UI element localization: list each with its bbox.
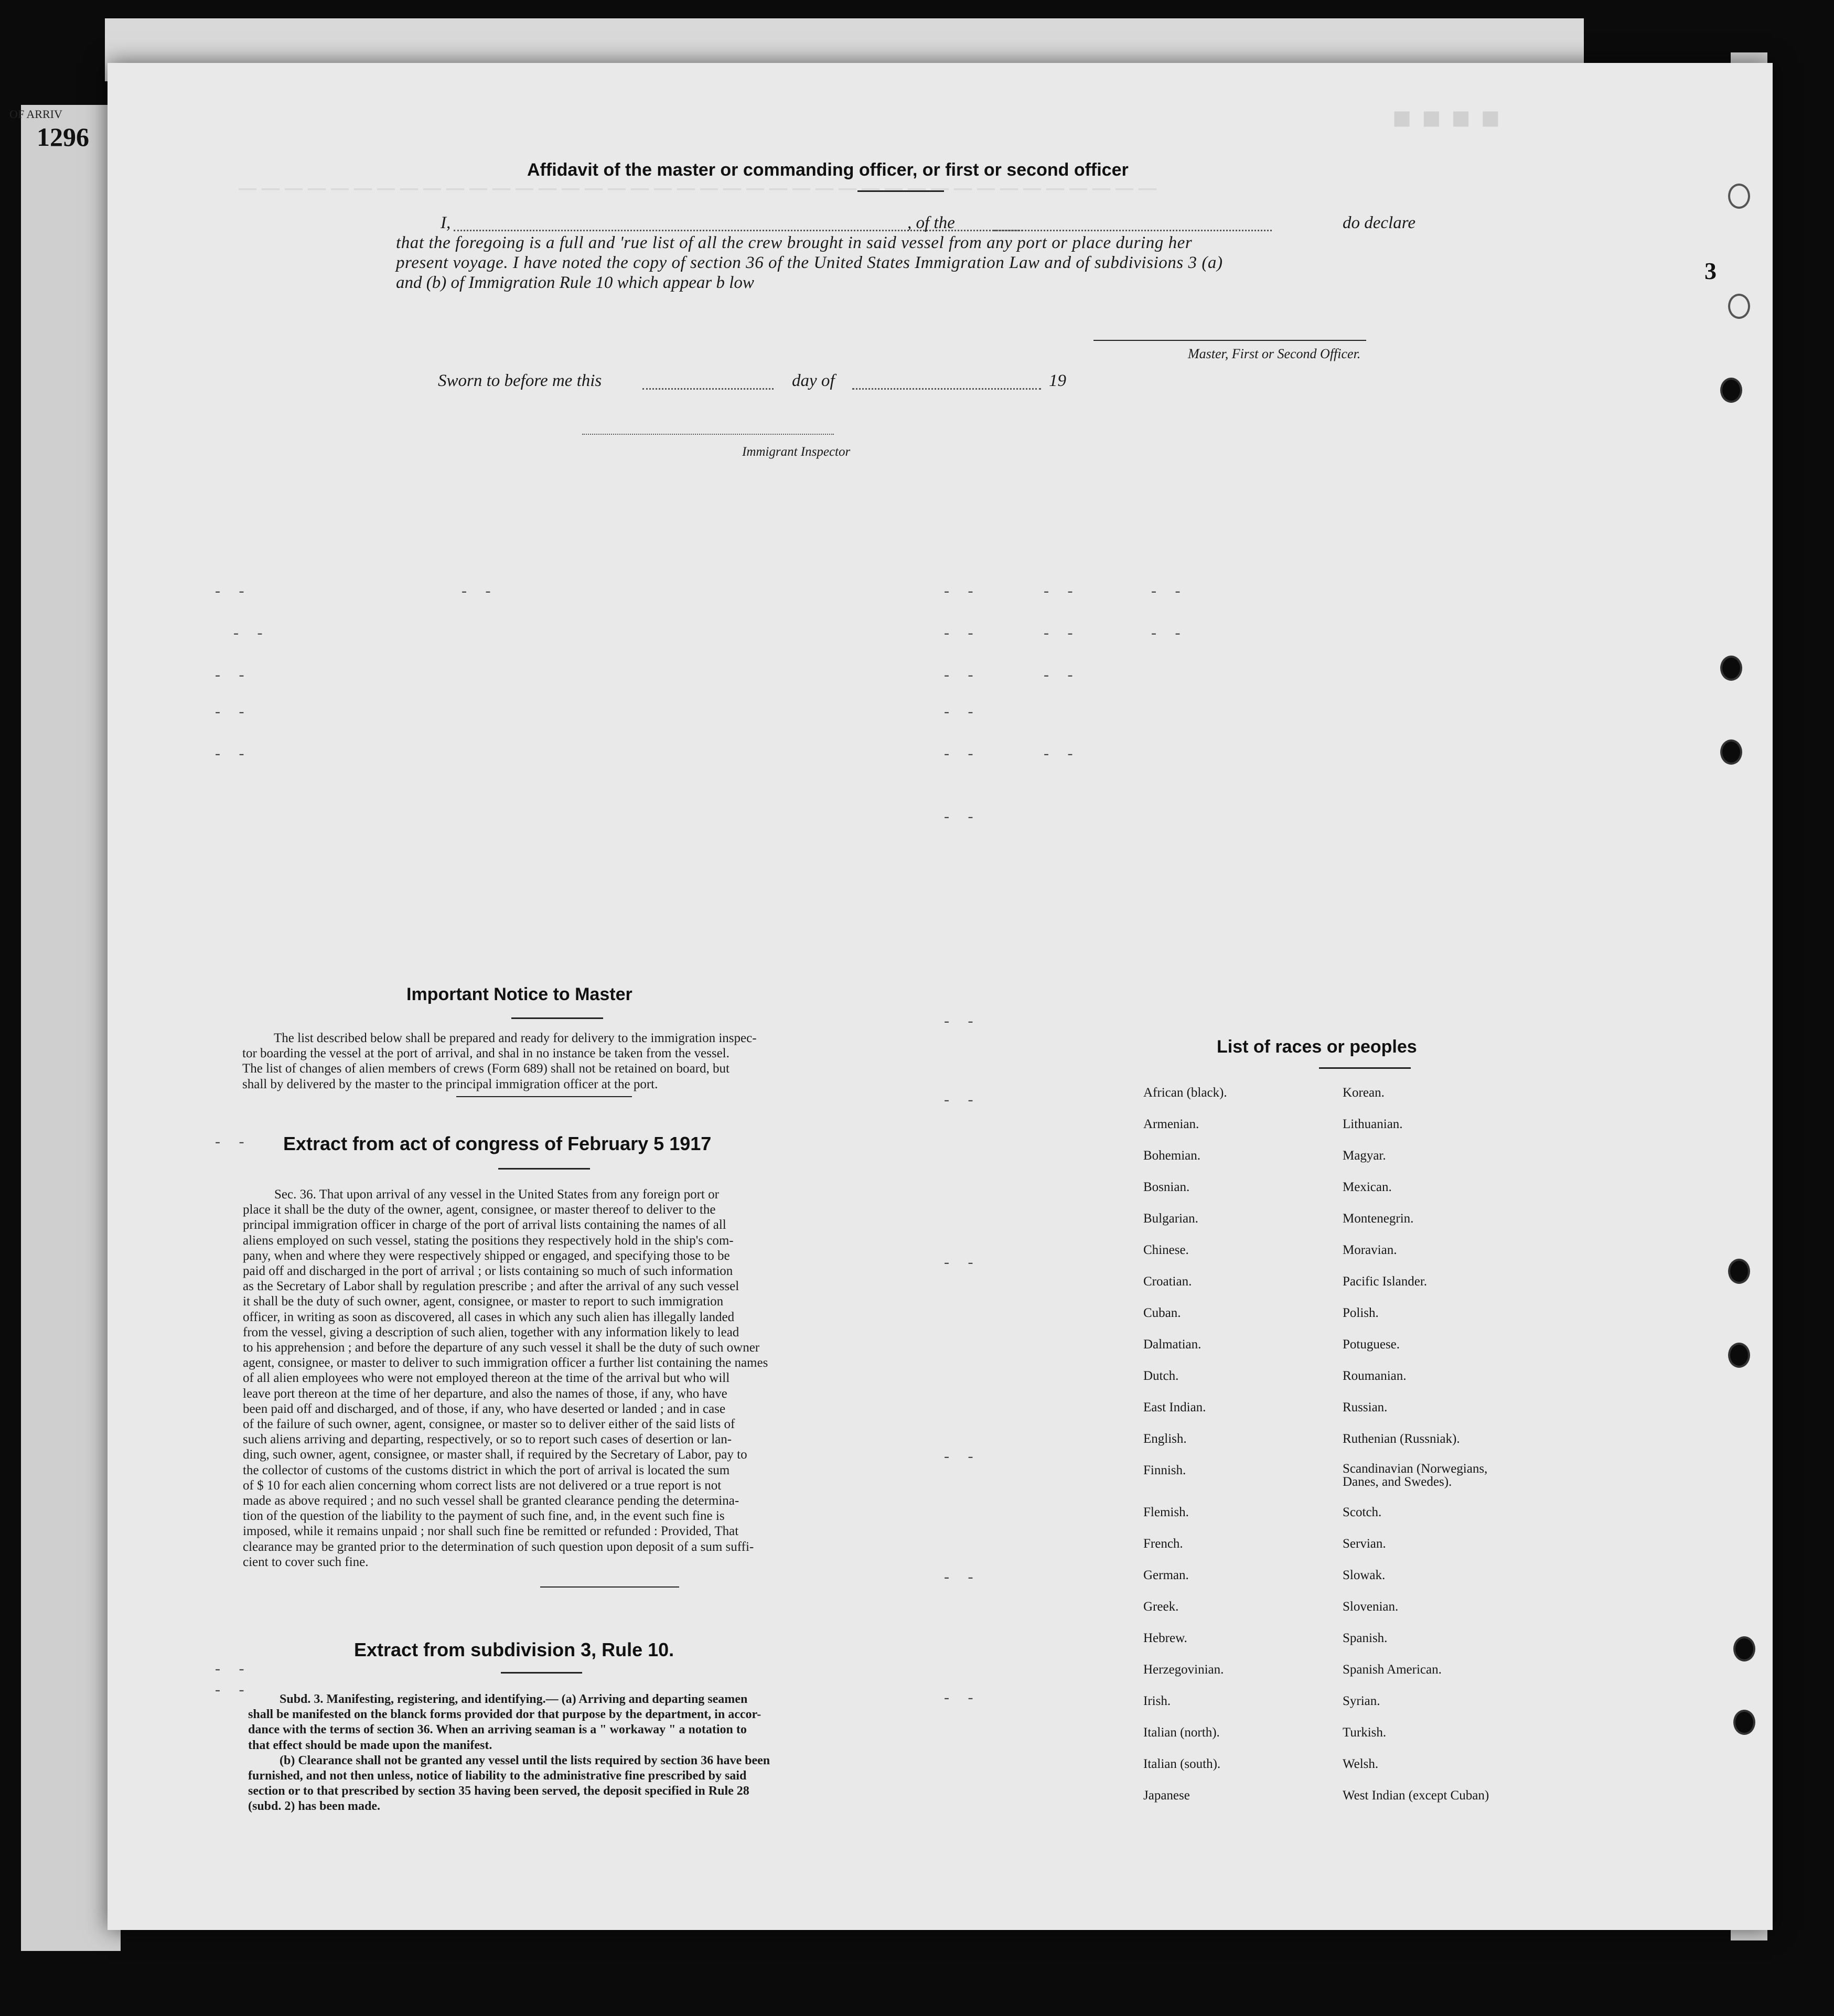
act-line: paid off and discharged in the port of arrival ; or lists containing so much of such information xyxy=(243,1264,733,1279)
row-dashes: - - xyxy=(1044,624,1080,641)
affidavit-i: I, xyxy=(441,213,451,232)
row-dashes: - - xyxy=(462,582,498,599)
row-dashes: - - xyxy=(944,808,981,825)
act-line: of all alien employees who were not employed thereon at the time of the arrival but who will xyxy=(243,1371,730,1386)
row-dashes: - - xyxy=(215,745,252,762)
act-title-rule xyxy=(498,1168,590,1170)
notice-line: tor boarding the vessel at the port of arrival, and shal in no instance be taken from the vessel. xyxy=(242,1046,730,1061)
binder-hole xyxy=(1733,1636,1755,1661)
act-line: principal immigration officer in charge of the port of arrival lists containing the names of all xyxy=(243,1218,726,1232)
affidavit-title-rule xyxy=(857,190,944,192)
race-left: German. xyxy=(1143,1568,1189,1582)
act-line: it shall be the duty of such owner, agent, consignee, or master to report to such immigration xyxy=(243,1294,724,1309)
row-dashes: - - xyxy=(944,1091,981,1108)
race-right: Lithuanian. xyxy=(1343,1117,1403,1131)
race-right: Scotch. xyxy=(1343,1505,1382,1519)
show-through-subheading: ———————————————————————————————————————— xyxy=(239,178,1162,198)
affidavit-title: Affidavit of the master or commanding officer, or first or second officer xyxy=(527,160,1129,180)
race-right: Polish. xyxy=(1343,1306,1379,1320)
margin-mark: 3 xyxy=(1704,258,1717,284)
act-line: such aliens arriving and departing, respectively, or so to report such cases of desertion or lan- xyxy=(243,1432,732,1447)
race-right: Welsh. xyxy=(1343,1757,1379,1771)
row-dashes: - - xyxy=(215,1133,252,1150)
race-left: Bohemian. xyxy=(1143,1149,1201,1163)
race-left: Hebrew. xyxy=(1143,1631,1187,1645)
race-right: Moravian. xyxy=(1343,1243,1397,1257)
act-line: been paid off and discharged, and of those, if any, who have deserted or landed ; and in case xyxy=(243,1401,726,1416)
row-dashes: - - xyxy=(215,1660,252,1677)
sworn-text: Sworn to before me this xyxy=(438,371,602,390)
races-title: List of races or peoples xyxy=(1217,1037,1417,1057)
row-dashes: - - xyxy=(215,703,252,720)
race-right: Mexican. xyxy=(1343,1180,1392,1194)
back-sheet-edge xyxy=(21,105,121,1951)
row-dashes: - - xyxy=(1044,745,1080,762)
race-right: Montenegrin. xyxy=(1343,1211,1414,1226)
race-right: Turkish. xyxy=(1343,1725,1387,1740)
affidavit-do-declare: do declare xyxy=(1343,213,1415,232)
act-line: imposed, while it remains unpaid ; nor shall such fine be remitted or refunded : Provided, That xyxy=(243,1524,739,1539)
manifest-page xyxy=(108,63,1773,1930)
races-title-rule xyxy=(1319,1067,1411,1069)
act-title: Extract from act of congress of February 5 1917 xyxy=(283,1133,712,1154)
rule-line: Subd. 3. Manifesting, registering, and identifying.— (a) Arriving and departing seamen xyxy=(280,1692,748,1706)
act-line: ding, such owner, agent, consignee, or master shall, if required by the Secretary of Labor, pay to xyxy=(243,1447,747,1462)
race-right: Ruthenian (Russniak). xyxy=(1343,1432,1460,1446)
race-left: Italian (north). xyxy=(1143,1725,1220,1740)
race-left: Bosnian. xyxy=(1143,1180,1190,1194)
race-right: Russian. xyxy=(1343,1400,1388,1414)
rule-line: (subd. 2) has been made. xyxy=(248,1799,381,1814)
inspector-caption: Immigrant Inspector xyxy=(742,445,851,459)
rule-line: dance with the terms of section 36. When an arriving seaman is a " workaway " a notation to xyxy=(248,1723,747,1737)
act-line: of $ 10 for each alien concerning whom correct lists are not delivered or a true report is not xyxy=(243,1478,722,1493)
act-line: aliens employed on such vessel, stating the positions they respectively hold in the ship's com- xyxy=(243,1233,734,1248)
race-left: English. xyxy=(1143,1432,1187,1446)
affidavit-line-3: present voyage. I have noted the copy of section 36 of the United States Immigration Law and of subdivisions 3 (a) xyxy=(396,253,1223,272)
inspector-signature-line xyxy=(582,434,834,435)
row-dashes: - - xyxy=(944,745,981,762)
binder-hole xyxy=(1720,378,1742,403)
binder-hole xyxy=(1728,184,1750,209)
rule-line: that effect should be made upon the manifest. xyxy=(248,1738,492,1752)
signature-line xyxy=(1093,340,1366,341)
race-left: Chinese. xyxy=(1143,1243,1189,1257)
act-line: tion of the question of the liability to the payment of such fine, and, in the event such fine is xyxy=(243,1509,725,1524)
notice-line: shall by delivered by the master to the principal immigration officer at the port. xyxy=(242,1077,658,1091)
race-left: Flemish. xyxy=(1143,1505,1189,1519)
act-line: agent, consignee, or master to deliver to such immigration officer a further list containing the names xyxy=(243,1356,768,1370)
rule-text xyxy=(248,1692,964,1815)
race-right: Servian. xyxy=(1343,1537,1386,1551)
race-right: Roumanian. xyxy=(1343,1369,1407,1383)
act-line: made as above required ; and no such vessel shall be granted clearance pending the determina- xyxy=(243,1494,739,1508)
binder-hole xyxy=(1733,1710,1755,1735)
race-right: Potuguese. xyxy=(1343,1337,1400,1352)
vessel-blank xyxy=(994,230,1272,231)
act-line: cient to cover such fine. xyxy=(243,1554,369,1569)
rule-line: shall be manifested on the blanck forms provided dor that purpose by the department, in accor- xyxy=(248,1708,762,1722)
row-dashes: - - xyxy=(944,582,981,599)
binder-hole xyxy=(1728,1259,1750,1284)
race-left: Herzegovinian. xyxy=(1143,1663,1224,1677)
race-right: Syrian. xyxy=(1343,1694,1380,1708)
race-left: East Indian. xyxy=(1143,1400,1206,1414)
race-right: Magyar. xyxy=(1343,1149,1386,1163)
race-left: Italian (south). xyxy=(1143,1757,1221,1771)
act-line: place it shall be the duty of the owner, agent, consignee, or master thereof to deliver to the xyxy=(243,1203,716,1217)
race-left: African (black). xyxy=(1143,1086,1227,1100)
rule-line: section or to that prescribed by section 35 having been served, the deposit specified in Rule 28 xyxy=(248,1784,749,1798)
signature-caption: Master, First or Second Officer. xyxy=(1188,346,1361,361)
rule-title: Extract from subdivision 3, Rule 10. xyxy=(354,1639,674,1660)
act-line: to his apprehension ; and before the departure of any such vessel it shall be the duty of such owner xyxy=(243,1341,760,1355)
race-left: Dalmatian. xyxy=(1143,1337,1202,1352)
sworn-year: 19 xyxy=(1049,371,1066,390)
act-line: the collector of customs of the customs district in which the port of arrival is located the sum xyxy=(243,1463,730,1477)
act-line: clearance may be granted prior to the determination of such question upon deposit of a sum suffi- xyxy=(243,1539,754,1554)
race-right: Scandinavian (Norwegians, Danes, and Swedes). xyxy=(1343,1462,1488,1489)
race-right: West Indian (except Cuban) xyxy=(1343,1788,1489,1803)
row-dashes: - - xyxy=(1044,666,1080,683)
race-left: Greek. xyxy=(1143,1600,1179,1614)
act-line: officer, in writing as soon as discovered, all cases in which any such alien has illegally landed xyxy=(243,1310,735,1324)
binder-hole xyxy=(1720,656,1742,681)
act-text xyxy=(243,1187,964,1570)
rule-line: (b) Clearance shall not be granted any vessel until the lists required by section 36 have been xyxy=(280,1753,770,1767)
binder-hole xyxy=(1720,739,1742,765)
row-dashes: - - xyxy=(944,1568,981,1585)
row-dashes: - - xyxy=(944,703,981,720)
row-dashes: - - xyxy=(1151,582,1188,599)
act-line: Sec. 36. That upon arrival of any vessel in the United States from any foreign port or xyxy=(274,1187,719,1202)
race-left: Finnish. xyxy=(1143,1463,1186,1477)
show-through-heading: ■■■■ xyxy=(1392,100,1510,135)
row-dashes: - - xyxy=(215,1681,252,1698)
sworn-day-of: day of xyxy=(792,371,835,390)
race-right: Korean. xyxy=(1343,1086,1385,1100)
race-right: Spanish American. xyxy=(1343,1663,1442,1677)
row-dashes: - - xyxy=(944,1253,981,1271)
affidavit-of-the: , of the xyxy=(907,213,955,232)
act-line: as the Secretary of Labor shall by regulation prescribe ; and after the arrival of any such vessel xyxy=(243,1279,739,1294)
arrival-label: OF ARRIV xyxy=(9,108,62,121)
row-dashes: - - xyxy=(215,666,252,683)
row-dashes: - - xyxy=(944,1447,981,1465)
act-line: of the failure of such owner, agent, consignee, or master so to deliver either of the said lists of xyxy=(243,1417,735,1432)
rule-line: furnished, and not then unless, notice of liability to the administrative fine prescribed by said xyxy=(248,1769,747,1783)
row-dashes: - - xyxy=(944,666,981,683)
notice-line: The list of changes of alien members of crews (Form 689) shall not be retained on board, but xyxy=(242,1061,730,1076)
race-left: Irish. xyxy=(1143,1694,1171,1708)
row-dashes: - - xyxy=(944,1689,981,1706)
sworn-month-blank xyxy=(852,388,1041,390)
race-left: Dutch. xyxy=(1143,1369,1179,1383)
notice-bottom-rule xyxy=(456,1096,632,1097)
binder-hole xyxy=(1728,1343,1750,1368)
race-right: Slowak. xyxy=(1343,1568,1386,1582)
row-dashes: - - xyxy=(1151,624,1188,641)
notice-title: Important Notice to Master xyxy=(406,984,632,1004)
affidavit-line-4: and (b) of Immigration Rule 10 which appear b low xyxy=(396,273,754,292)
act-bottom-rule xyxy=(540,1586,679,1588)
sheet-number: 1296 xyxy=(37,122,89,152)
sworn-day-blank xyxy=(642,388,774,390)
notice-text xyxy=(242,1031,963,1092)
race-left: Armenian. xyxy=(1143,1117,1199,1131)
binder-hole xyxy=(1728,294,1750,319)
race-right: Pacific Islander. xyxy=(1343,1274,1428,1289)
row-dashes: - - xyxy=(1044,582,1080,599)
race-left: Croatian. xyxy=(1143,1274,1192,1289)
rule-title-rule xyxy=(501,1672,582,1674)
row-dashes: - - xyxy=(944,1012,981,1030)
row-dashes: - - xyxy=(233,624,270,641)
row-dashes: - - xyxy=(944,624,981,641)
notice-title-rule xyxy=(511,1017,603,1019)
act-line: leave port thereon at the time of her departure, and also the names of those, if any, who have xyxy=(243,1386,727,1401)
race-left: Japanese xyxy=(1143,1788,1190,1803)
race-right: Spanish. xyxy=(1343,1631,1388,1645)
race-right: Slovenian. xyxy=(1343,1600,1399,1614)
notice-line: The list described below shall be prepared and ready for delivery to the immigration inspec- xyxy=(274,1031,757,1045)
race-left: Bulgarian. xyxy=(1143,1211,1198,1226)
act-line: from the vessel, giving a description of such alien, together with any information likely to lead xyxy=(243,1325,739,1339)
race-left: French. xyxy=(1143,1537,1183,1551)
act-line: pany, when and where they were respectively shipped or engaged, and specifying those to be xyxy=(243,1248,730,1263)
affidavit-line-2: that the foregoing is a full and 'rue list of all the crew brought in said vessel from any port or place during her xyxy=(396,233,1193,252)
row-dashes: - - xyxy=(215,582,252,599)
race-left: Cuban. xyxy=(1143,1306,1181,1320)
